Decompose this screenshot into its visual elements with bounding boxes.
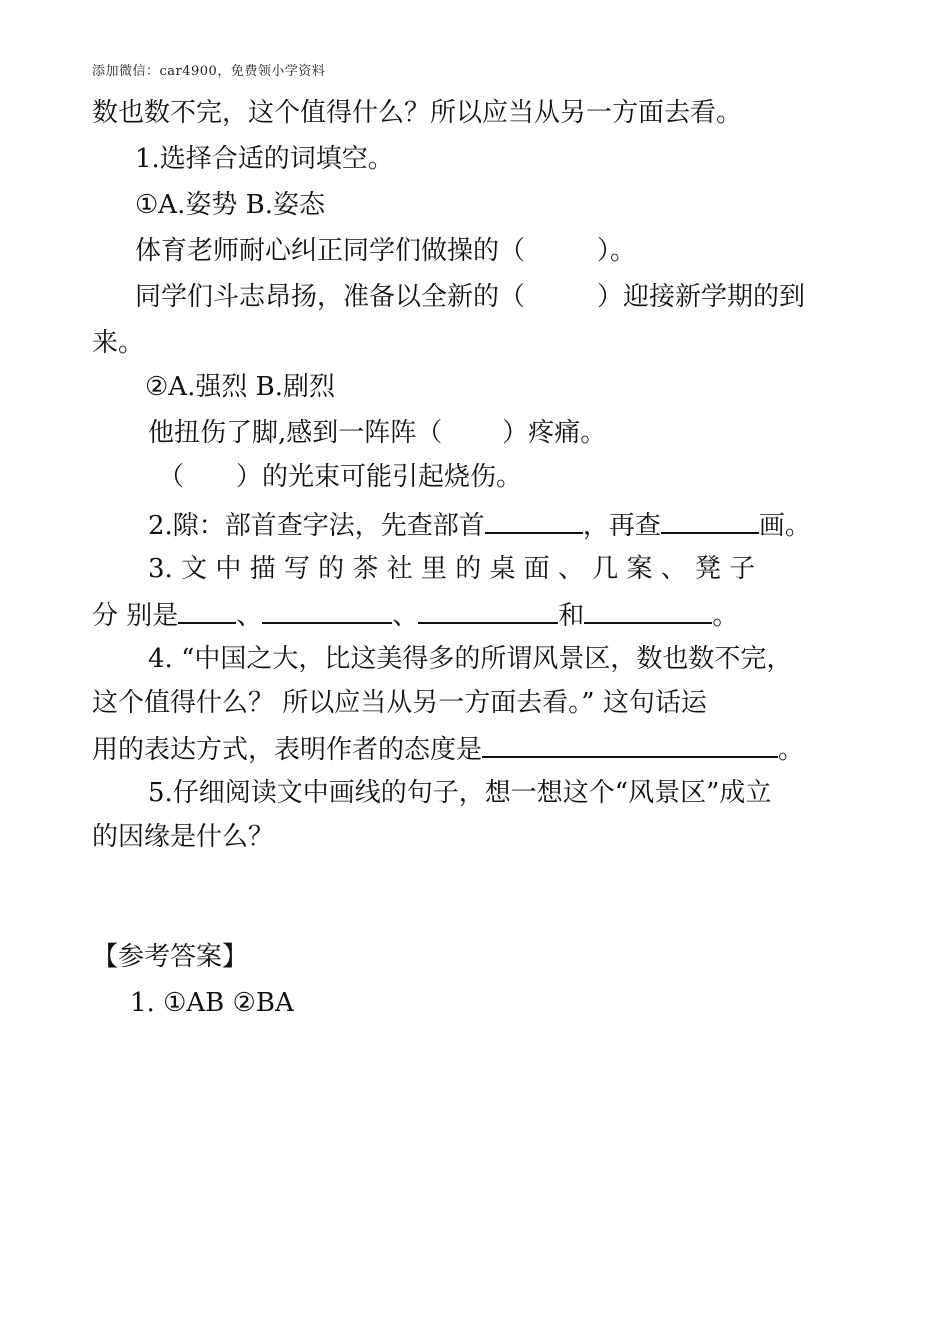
sentence-text: 用的表达方式，表明作者的态度是 bbox=[92, 735, 483, 765]
fill-blank[interactable] bbox=[661, 508, 759, 534]
question-1-options-2: ②A.强烈 B.剧烈 bbox=[145, 372, 335, 402]
fill-blank[interactable] bbox=[178, 598, 236, 624]
question-1-sentence-1 bbox=[135, 236, 636, 266]
sentence-text: 体育老师耐心纠正同学们做操的（ bbox=[135, 236, 526, 266]
sentence-text: （ bbox=[158, 462, 185, 492]
sentence-text: 。 bbox=[712, 601, 739, 631]
sentence-text: ）疼痛。 bbox=[502, 418, 607, 448]
question-5-line-2: 的因缘是什么？ bbox=[92, 822, 275, 852]
sentence-text: ，再查 bbox=[582, 511, 661, 541]
question-1-sentence-2-cont: 来。 bbox=[92, 328, 145, 358]
sentence-text: 画。 bbox=[758, 511, 811, 541]
sentence-text: ）迎接新学期的到 bbox=[597, 282, 806, 312]
question-1-title: 1.选择合适的词填空。 bbox=[135, 144, 394, 174]
sentence-text: 和 bbox=[558, 601, 585, 631]
question-4-line-2: 这个值得什么？ 所以应当从另一方面去看。” 这句话运 bbox=[92, 688, 707, 718]
fill-blank[interactable] bbox=[485, 508, 583, 534]
sentence-text: 他扭伤了脚,感到一阵阵（ bbox=[148, 418, 443, 448]
sentence-text: 。 bbox=[778, 735, 805, 765]
answer-1: 1. ①AB ②BA bbox=[130, 988, 294, 1018]
passage-line: 数也数不完，这个值得什么？所以应当从另一方面去看。 bbox=[92, 98, 743, 128]
sentence-text: 2.隙：部首查字法，先查部首 bbox=[148, 511, 485, 541]
question-3-line-1: 3. 文 中 描 写 的 茶 社 里 的 桌 面 、 几 案 、 凳 子 bbox=[148, 554, 756, 584]
fill-blank[interactable] bbox=[418, 598, 558, 624]
answer-key-title: 【参考答案】 bbox=[92, 942, 249, 972]
sentence-text: 分 别是 bbox=[92, 601, 179, 631]
question-4-line-3 bbox=[92, 732, 804, 765]
question-1-sentence-3 bbox=[148, 418, 606, 448]
fill-blank[interactable] bbox=[482, 732, 778, 758]
fill-blank[interactable] bbox=[584, 598, 712, 624]
question-5-line-1: 5.仔细阅读文中画线的句子，想一想这个“风景区”成立 bbox=[148, 778, 772, 808]
fill-blank[interactable] bbox=[262, 598, 392, 624]
sentence-text: 同学们斗志昂扬，准备以全新的（ bbox=[135, 282, 526, 312]
sentence-text: ）。 bbox=[597, 236, 637, 266]
question-2 bbox=[148, 508, 811, 541]
question-3-line-2 bbox=[92, 598, 738, 631]
question-4-line-1: 4. “中国之大，比这美得多的所谓风景区，数也数不完， bbox=[148, 644, 793, 674]
question-1-options-1: ①A.姿势 B.姿态 bbox=[135, 190, 325, 220]
question-1-sentence-4 bbox=[158, 462, 522, 492]
sentence-text: 、 bbox=[236, 601, 263, 631]
sentence-text: ）的光束可能引起烧伤。 bbox=[236, 462, 523, 492]
header-note: 添加微信：car4900，免费领小学资料 bbox=[92, 64, 326, 79]
sentence-text: 、 bbox=[392, 601, 419, 631]
question-1-sentence-2 bbox=[135, 282, 805, 312]
